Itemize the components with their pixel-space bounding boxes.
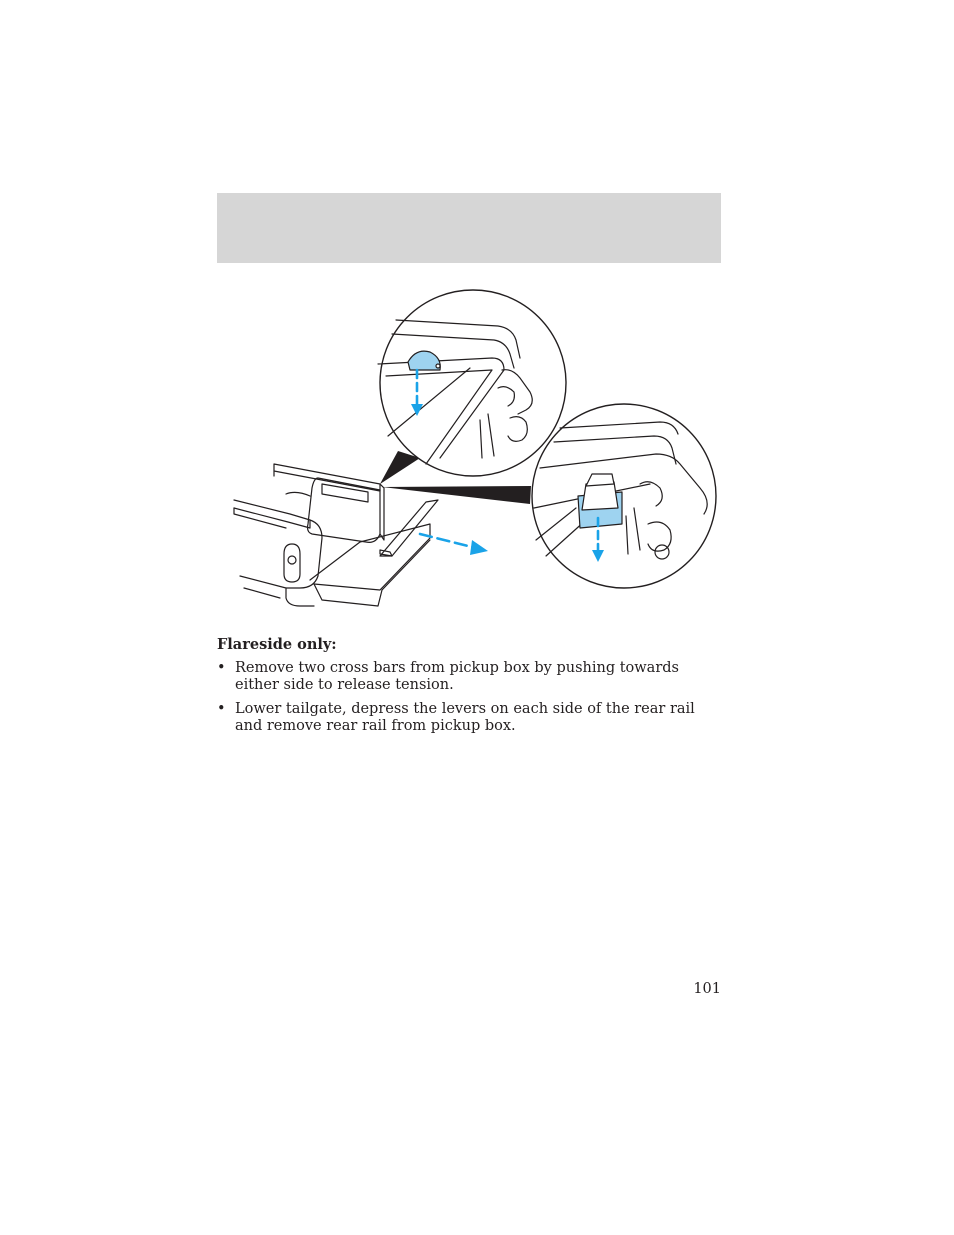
header-band: [217, 193, 721, 263]
list-item-text: Lower tailgate, depress the levers on each side of the rear rail and remove rear rail from pickup box.: [235, 701, 695, 734]
tailgate-rail-illustration: [230, 288, 720, 610]
list-item: [217, 701, 707, 735]
callout-pointer-lower: [382, 486, 531, 504]
upper-detail-lever: [378, 290, 566, 476]
pickup-truck-drawing: [234, 464, 438, 606]
section-heading: Flareside only:: [217, 636, 337, 653]
callout-pointer-upper: [380, 451, 420, 484]
instruction-list: [217, 660, 707, 742]
list-item: [217, 660, 707, 694]
bullet-icon: •: [217, 660, 226, 676]
list-item-text: Remove two cross bars from pickup box by pushing towards either side to release tension.: [235, 660, 679, 693]
page-number: 101: [693, 981, 721, 997]
lower-detail-lever: [532, 404, 716, 588]
bullet-icon: •: [217, 701, 226, 717]
